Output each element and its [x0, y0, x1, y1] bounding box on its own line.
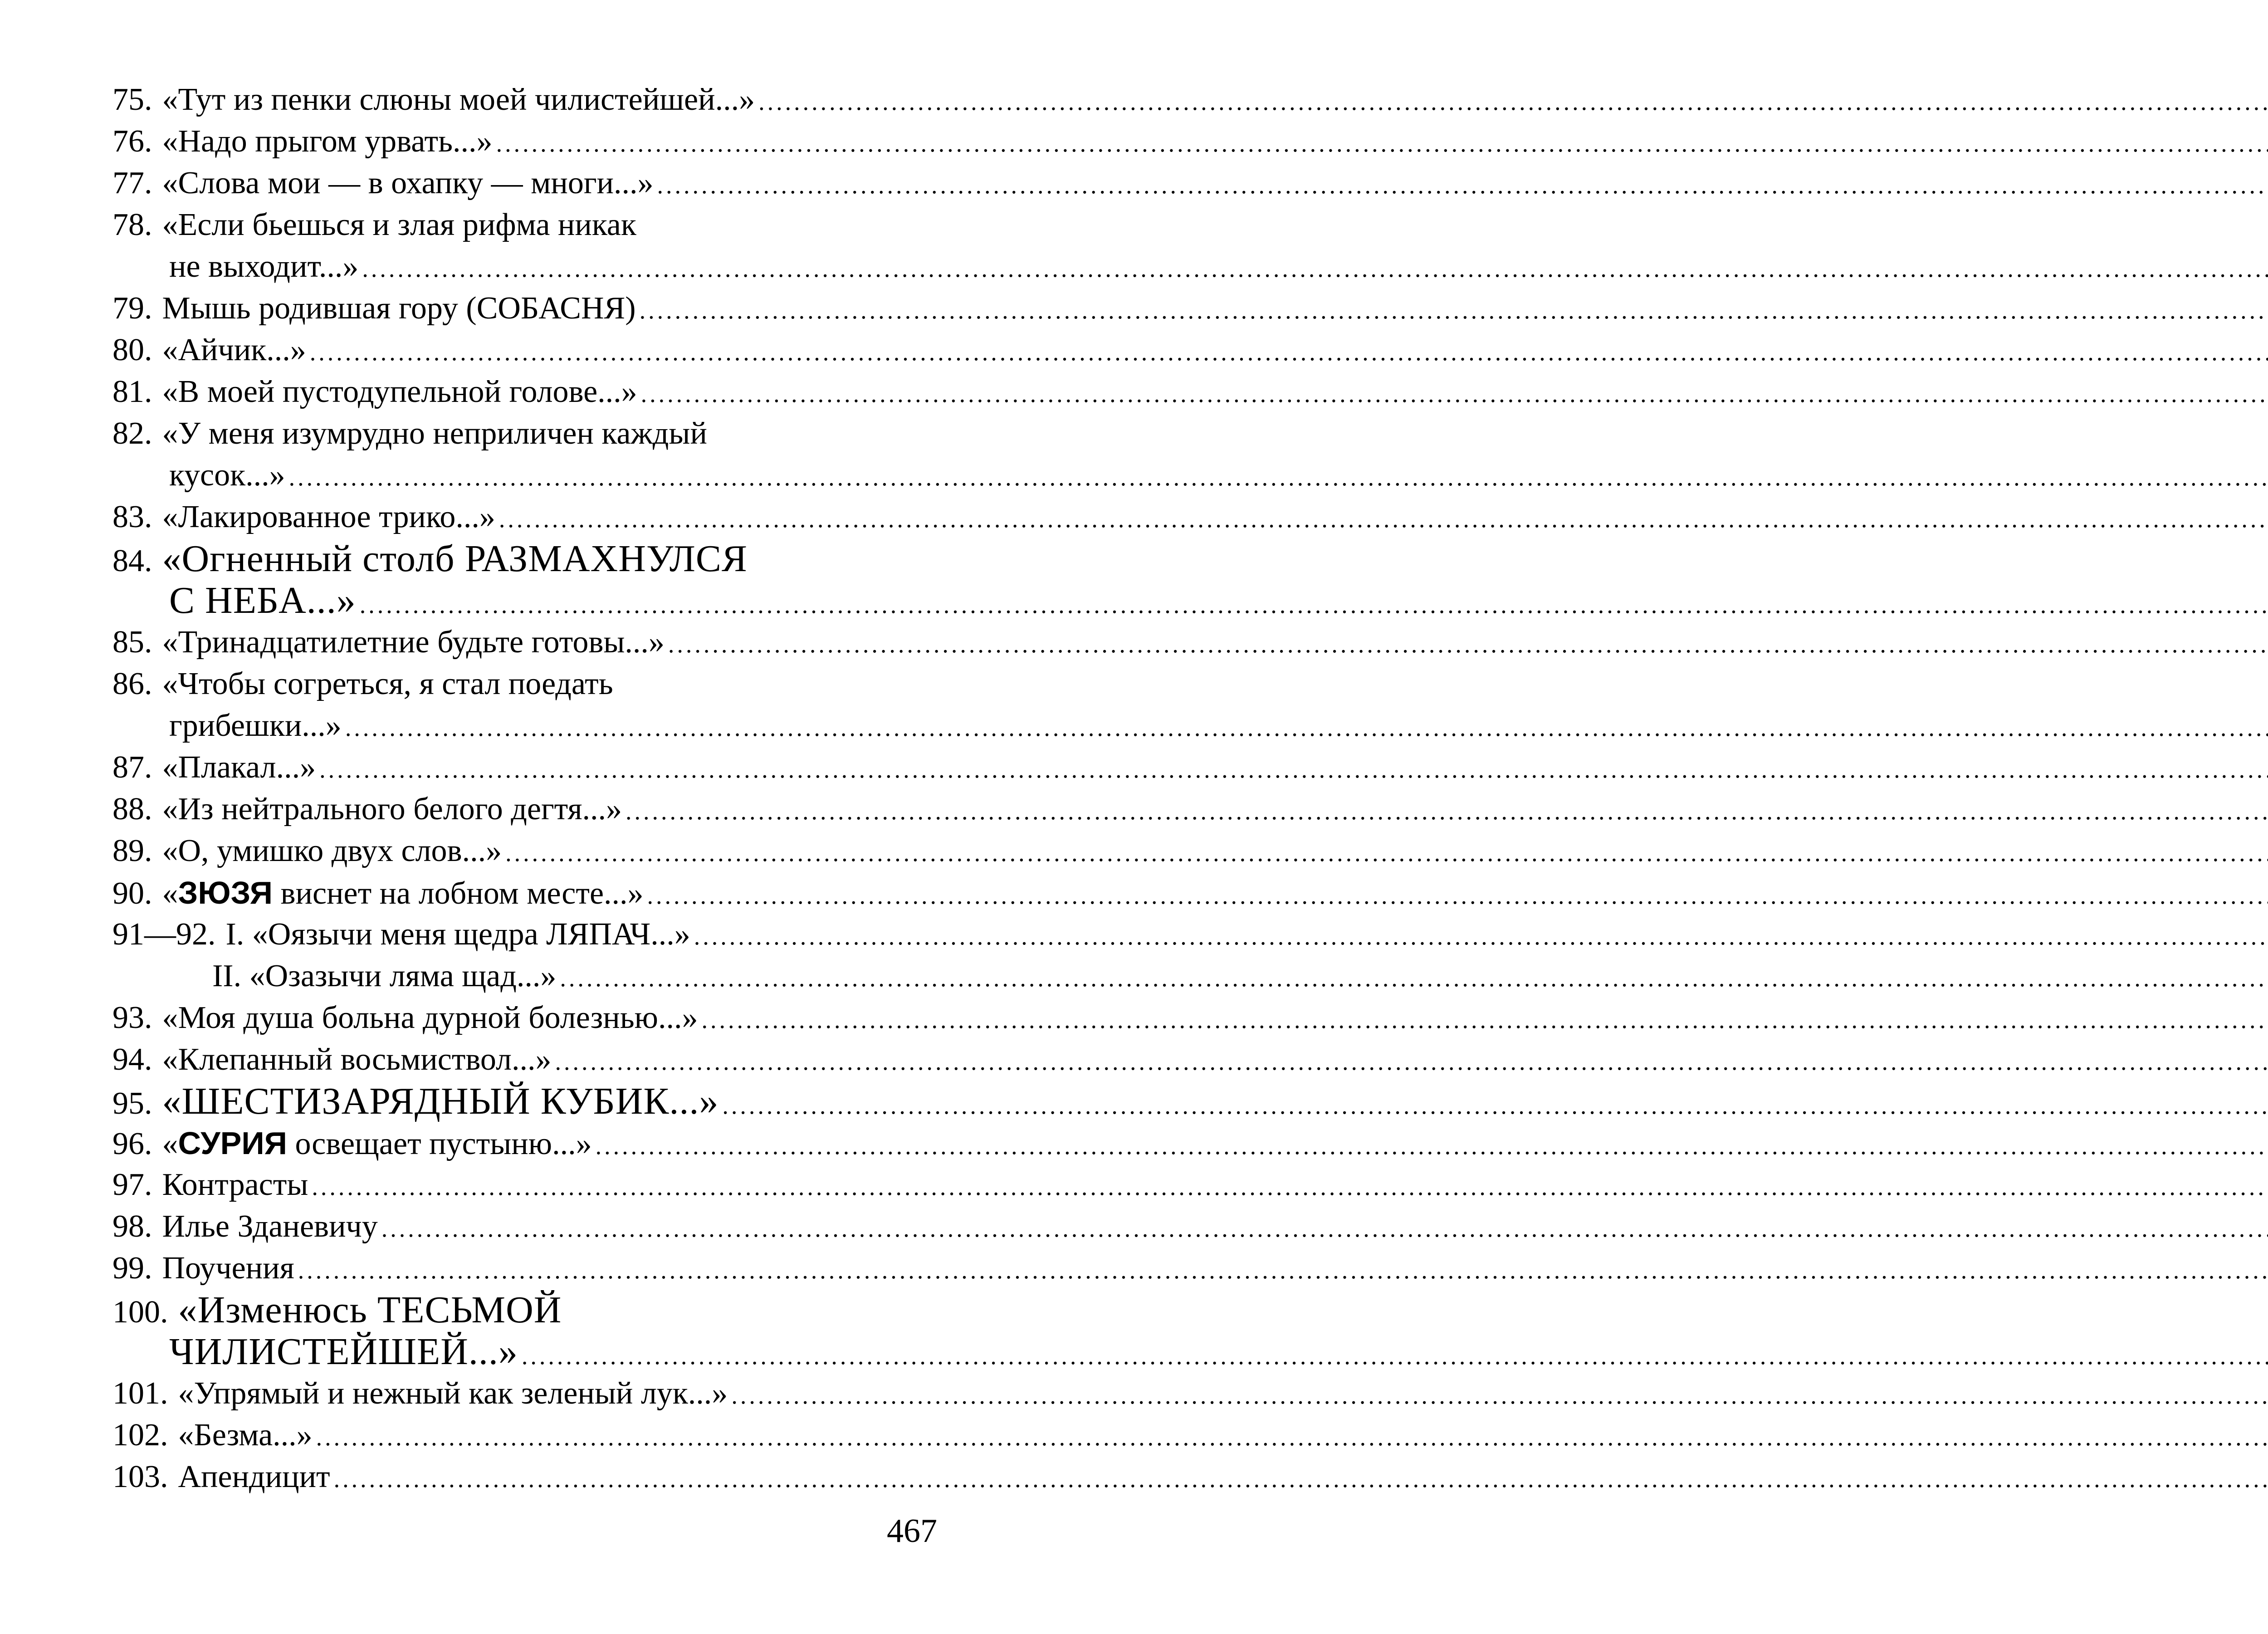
entry-title: «О, умишко двух слов...» [162, 833, 502, 868]
toc-entry [112, 872, 902, 914]
entry-number: 94. [112, 1042, 152, 1077]
entry-title: «ШЕСТИЗАРЯДНЫЙ КУБИК...» [162, 1080, 719, 1122]
toc-entry [112, 1456, 902, 1498]
toc-entry [112, 371, 902, 413]
entry-title: I. «Оязычи меня щедра ЛЯПАЧ...» [225, 917, 690, 952]
toc-entry [112, 1206, 902, 1248]
dot-leader [362, 248, 2268, 289]
dot-leader [312, 1166, 2268, 1208]
entry-number: 84. [112, 543, 152, 578]
toc-entry-continuation [112, 455, 902, 496]
entry-number: 96. [112, 1126, 152, 1161]
dot-leader [289, 456, 2268, 498]
entry-title: «Из нейтрального белого дегтя...» [162, 792, 622, 827]
toc-entry [112, 1289, 902, 1331]
entry-title: Мышь родившая гору (СОБАСНЯ) [162, 291, 636, 326]
dot-leader [647, 875, 2268, 916]
dot-leader [701, 999, 2268, 1041]
dot-leader [731, 1375, 2268, 1416]
entry-number: 100. [112, 1295, 168, 1330]
toc-entry [112, 621, 902, 663]
dot-leader [657, 164, 2268, 206]
toc-entry [112, 663, 902, 705]
entry-title: «Слова мои — в охапку — многи...» [162, 166, 654, 201]
toc-entry [112, 538, 902, 580]
entry-number: 80. [112, 333, 152, 367]
entry-title [162, 1122, 592, 1165]
entry-title: «Надо прыгом урвать...» [162, 124, 493, 159]
dot-leader [668, 623, 2268, 665]
entry-title: «В моей пустодупельной голове...» [162, 374, 637, 409]
table-of-contents [112, 79, 902, 1498]
toc-entry-subitem [112, 955, 902, 997]
dot-leader [319, 749, 2268, 790]
toc-entry [112, 79, 902, 121]
dot-leader [722, 1085, 2268, 1126]
entry-title: «Упрямый и нежный как зеленый лук...» [178, 1376, 728, 1411]
toc-entry [112, 747, 902, 788]
dot-leader [381, 1208, 2268, 1249]
entry-number: 75. [112, 82, 152, 117]
toc-entry [112, 1164, 902, 1206]
toc-entry [112, 162, 902, 204]
toc-entry [112, 204, 902, 246]
dot-leader [626, 790, 2268, 832]
entry-number: 85. [112, 625, 152, 660]
toc-entry [112, 496, 902, 538]
entry-number: 81. [112, 374, 152, 409]
toc-entry [112, 997, 902, 1039]
entry-title: «Тринадцатилетние будьте готовы...» [162, 625, 665, 660]
dot-leader [694, 915, 2268, 957]
entry-number: 89. [112, 833, 152, 868]
toc-entry-continuation [112, 1331, 902, 1373]
entry-title: ЧИЛИСТЕЙШЕЙ...» [169, 1331, 518, 1373]
entry-title: грибешки...» [169, 708, 342, 743]
entry-title: Илье Зданевичу [162, 1209, 378, 1244]
entry-number: 79. [112, 291, 152, 326]
dot-leader [555, 1041, 2268, 1082]
entry-title: «У меня изумрудно неприличен каждый [162, 416, 707, 451]
dot-leader [298, 1249, 2268, 1291]
entry-title: «Если бьешься и злая рифма никак [162, 207, 636, 242]
entry-title: II. «Озазычи ляма щад...» [212, 959, 557, 993]
entry-title: «Лакированное трико...» [162, 499, 495, 534]
entry-number: 91—92. [112, 917, 216, 952]
toc-entry [112, 914, 902, 955]
title-bold-word: ЗЮЗЯ [178, 875, 273, 910]
entry-title: «Огненный столб РАЗМАХНУЛСЯ [162, 538, 748, 580]
dot-leader [496, 122, 2268, 164]
entry-number: 103. [112, 1459, 168, 1494]
entry-number: 99. [112, 1251, 152, 1286]
toc-entry [112, 329, 902, 371]
entry-number: 97. [112, 1167, 152, 1202]
toc-entry [112, 1248, 902, 1289]
toc-entry [112, 413, 902, 455]
toc-entry [112, 1122, 902, 1164]
toc-entry [112, 1414, 902, 1456]
entry-number: 88. [112, 792, 152, 827]
entry-title: не выходит...» [169, 249, 359, 284]
title-prefix: « [162, 1126, 178, 1161]
entry-title: «Айчик...» [162, 333, 306, 367]
entry-title: кусок...» [169, 458, 285, 493]
dot-leader [360, 584, 2268, 626]
entry-title: Апендицит [178, 1459, 330, 1494]
entry-number: 77. [112, 166, 152, 201]
title-rest: виснет на лобном месте...» [272, 876, 644, 911]
entry-title: «Клепанный восьмиствол...» [162, 1042, 552, 1077]
dot-leader [596, 1125, 2268, 1167]
dot-leader [316, 1416, 2268, 1458]
toc-entry [112, 288, 902, 329]
entry-title: «Чтобы согреться, я стал поедать [162, 666, 613, 701]
entry-title [162, 872, 644, 915]
toc-entry [112, 788, 902, 830]
title-rest: освещает пустыню...» [287, 1126, 592, 1161]
entry-number: 95. [112, 1086, 152, 1121]
entry-number: 93. [112, 1000, 152, 1035]
dot-leader [310, 331, 2268, 373]
entry-number: 87. [112, 750, 152, 785]
toc-entry [112, 1373, 902, 1414]
dot-leader [758, 81, 2268, 122]
page-number: 467 [887, 1512, 937, 1550]
entry-title: Поучения [162, 1251, 294, 1286]
toc-entry-continuation [112, 580, 902, 621]
dot-leader [522, 1335, 2268, 1377]
toc-entry [112, 1081, 902, 1122]
entry-number: 86. [112, 666, 152, 701]
dot-leader [560, 957, 2268, 999]
dot-leader [499, 498, 2268, 540]
dot-leader [640, 289, 2268, 331]
entry-title: «Тут из пенки слюны моей чилистейшей...» [162, 82, 755, 117]
entry-title: С НЕБА...» [169, 579, 356, 621]
title-prefix: « [162, 876, 178, 911]
dot-leader [345, 707, 2268, 749]
entry-title: Контрасты [162, 1167, 308, 1202]
entry-title: «Изменюсь ТЕСЬМОЙ [178, 1289, 562, 1331]
entry-number: 102. [112, 1418, 168, 1453]
entry-title: «Безма...» [178, 1418, 313, 1453]
entry-number: 101. [112, 1376, 168, 1411]
dot-leader [505, 832, 2268, 874]
title-bold-word: СУРИЯ [178, 1125, 287, 1161]
dot-leader [641, 373, 2268, 415]
toc-entry [112, 830, 902, 872]
toc-entry [112, 1039, 902, 1081]
entry-title: «Плакал...» [162, 750, 316, 785]
entry-number: 82. [112, 416, 152, 451]
dot-leader [334, 1458, 2268, 1500]
entry-number: 98. [112, 1209, 152, 1244]
toc-entry-continuation [112, 246, 902, 288]
entry-number: 90. [112, 876, 152, 911]
toc-entry [112, 121, 902, 162]
entry-number: 83. [112, 499, 152, 534]
entry-title: «Моя душа больна дурной болезнью...» [162, 1000, 698, 1035]
entry-number: 76. [112, 124, 152, 159]
toc-entry-continuation [112, 705, 902, 747]
entry-number: 78. [112, 207, 152, 242]
